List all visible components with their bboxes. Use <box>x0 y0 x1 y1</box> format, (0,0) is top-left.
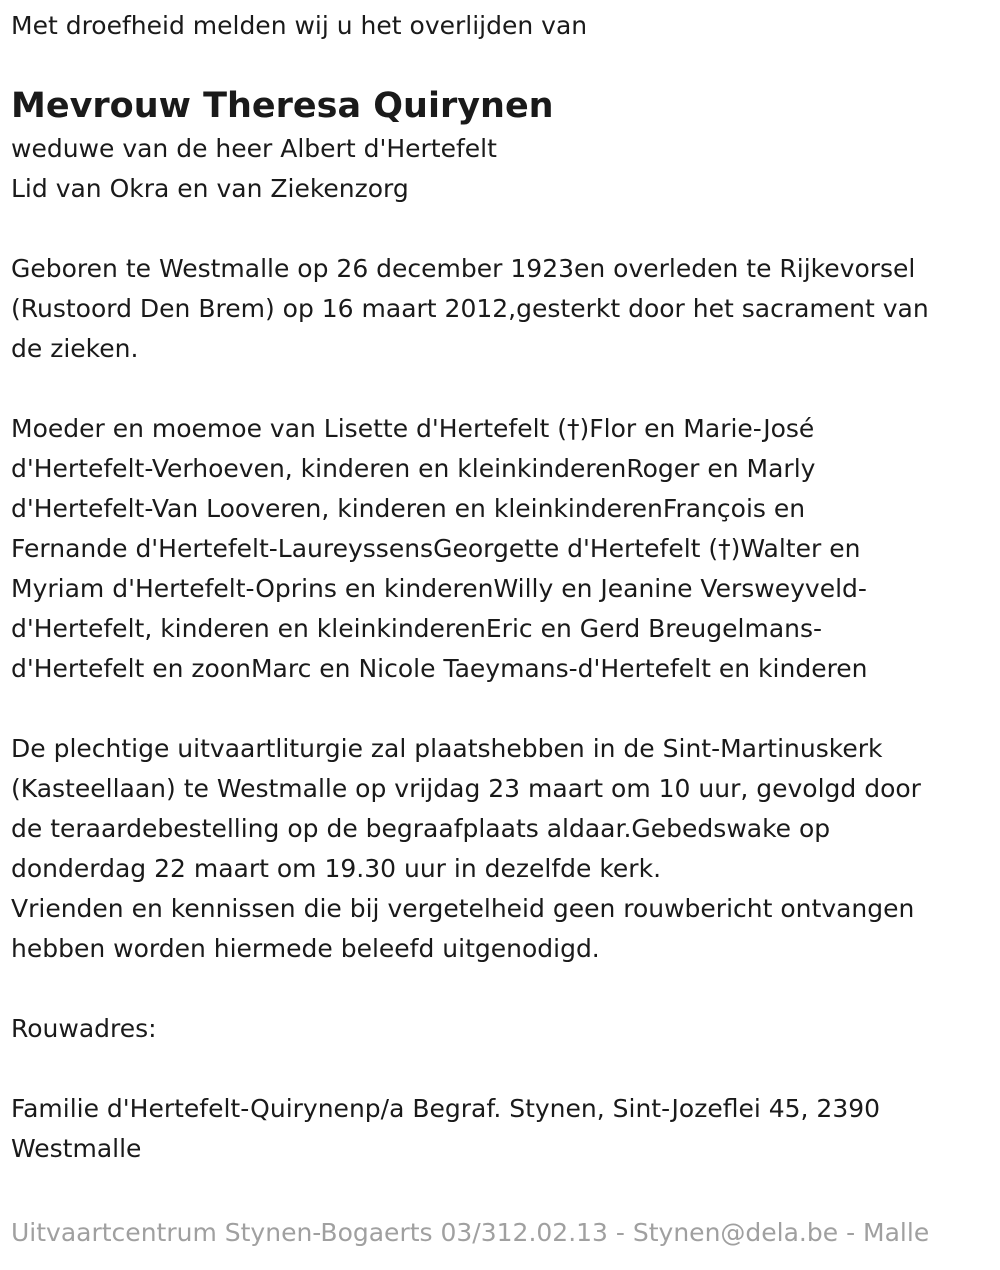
family-line: d'Hertefelt-Verhoeven, kinderen en kleinkinderenRoger en Marly <box>11 454 816 483</box>
ceremony-block <box>11 729 991 969</box>
ceremony-line: De plechtige uitvaartliturgie zal plaatshebben in de Sint-Martinuskerk <box>11 734 883 763</box>
ceremony-line: hebben worden hiermede beleefd uitgenodigd. <box>11 934 600 963</box>
ceremony-line: donderdag 22 maart om 19.30 uur in dezelfde kerk. <box>11 854 662 883</box>
birth-line: (Rustoord Den Brem) op 16 maart 2012,gesterkt door het sacrament van <box>11 294 929 323</box>
address-line: Familie d'Hertefelt-Quirynenp/a Begraf. Stynen, Sint-Jozeflei 45, 2390 <box>11 1094 881 1123</box>
family-block <box>11 409 991 689</box>
subtitle-block <box>11 129 991 209</box>
ceremony-line: (Kasteellaan) te Westmalle op vrijdag 23 maart om 10 uur, gevolgd door <box>11 774 921 803</box>
ceremony-line: de teraardebestelling op de begraafplaats aldaar.Gebedswake op <box>11 814 831 843</box>
address-block <box>11 1089 991 1169</box>
family-line: d'Hertefelt en zoonMarc en Nicole Taeymans-d'Hertefelt en kinderen <box>11 654 868 683</box>
family-line: Fernande d'Hertefelt-LaureyssensGeorgette d'Hertefelt (†)Walter en <box>11 534 861 563</box>
spacer <box>11 969 991 1009</box>
family-line: d'Hertefelt, kinderen en kleinkinderenEric en Gerd Breugelmans- <box>11 614 823 643</box>
address-line: Westmalle <box>11 1134 142 1163</box>
ceremony-line: Vrienden en kennissen die bij vergetelheid geen rouwbericht ontvangen <box>11 894 915 923</box>
address-label: Rouwadres: <box>11 1014 157 1043</box>
spacer <box>11 1049 991 1089</box>
spouse-line: weduwe van de heer Albert d'Hertefelt <box>11 134 497 163</box>
funeral-home-footer: Uitvaartcentrum Stynen-Bogaerts 03/312.02.13 - Stynen@dela.be - Malle <box>11 1218 930 1247</box>
birth-line: de zieken. <box>11 334 139 363</box>
spacer <box>11 369 991 409</box>
spacer <box>11 209 991 249</box>
birth-death-block <box>11 249 991 369</box>
deceased-name: Mevrouw Theresa Quirynen <box>11 86 554 126</box>
intro-text: Met droefheid melden wij u het overlijden van <box>11 11 588 40</box>
spacer <box>11 689 991 729</box>
death-notice <box>11 0 991 1169</box>
family-line: Myriam d'Hertefelt-Oprins en kinderenWilly en Jeanine Versweyveld- <box>11 574 867 603</box>
membership-line: Lid van Okra en van Ziekenzorg <box>11 174 409 203</box>
birth-line: Geboren te Westmalle op 26 december 1923en overleden te Rijkevorsel <box>11 254 916 283</box>
family-line: Moeder en moemoe van Lisette d'Hertefelt (†)Flor en Marie-José <box>11 414 815 443</box>
family-line: d'Hertefelt-Van Looveren, kinderen en kleinkinderenFrançois en <box>11 494 806 523</box>
